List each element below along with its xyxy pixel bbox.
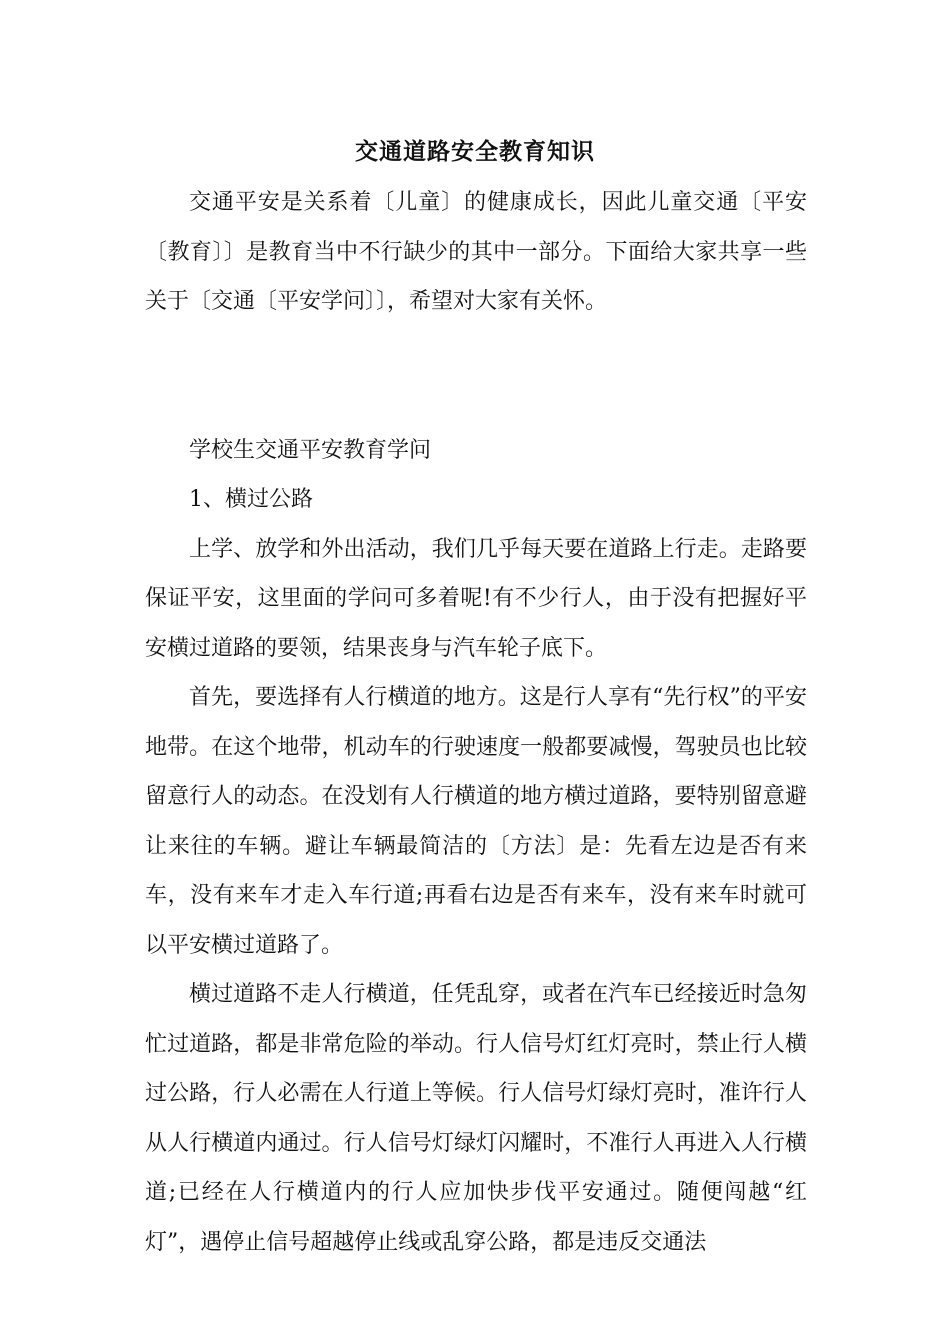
section-title: 学校生交通平安教育学问	[189, 437, 432, 463]
intro-paragraph: 交通平安是关系着〔儿童〕的健康成长，因此儿童交通〔平安〔教育〕〕是教育当中不行缺少的其中一部分。下面给大家共享一些关于〔交通〔平安学问〕〕，希望对大家有关怀。	[145, 190, 807, 314]
body-paragraph-3: 横过道路不走人行横道，任凭乱穿，或者在汽车已经接近时急匆忙过道路，都是非常危险的举动。行人信号灯红灯亮时，禁止行人横过公路，行人必需在人行道上等候。行人信号灯绿灯亮时，准许行人从人行横道内通过。行人信号灯绿灯闪耀时，不准行人再进入人行横道;已经在人行横道内的行人应加快步伐平安通过。随便闯越“红灯”，遇停止信号超越停止线或乱穿公路，都是违反交通法	[145, 982, 807, 1255]
paragraph-spacer	[145, 327, 807, 426]
document-body	[145, 178, 807, 1267]
body-paragraph-1: 上学、放学和外出活动，我们几乎每天要在道路上行走。走路要保证平安，这里面的学问可多着呢!有不少行人，由于没有把握好平安横过道路的要领，结果丧身与汽车轮子底下。	[145, 536, 807, 661]
body-paragraph-2: 首先，要选择有人行横道的地方。这是行人享有“先行权”的平安地带。在这个地带，机动车的行驶速度一般都要减慢，驾驶员也比较留意行人的动态。在没划有人行横道的地方横过道路，要特别留意避让来往的车辆。避让车辆最简洁的〔方法〕是：先看左边是否有来车，没有来车才走入车行道;再看右边是否有来车，没有来车时就可以平安横过道路了。	[145, 685, 807, 958]
document-title: 交通道路安全教育知识	[355, 138, 595, 165]
subsection-title: 1、横过公路	[189, 487, 313, 512]
